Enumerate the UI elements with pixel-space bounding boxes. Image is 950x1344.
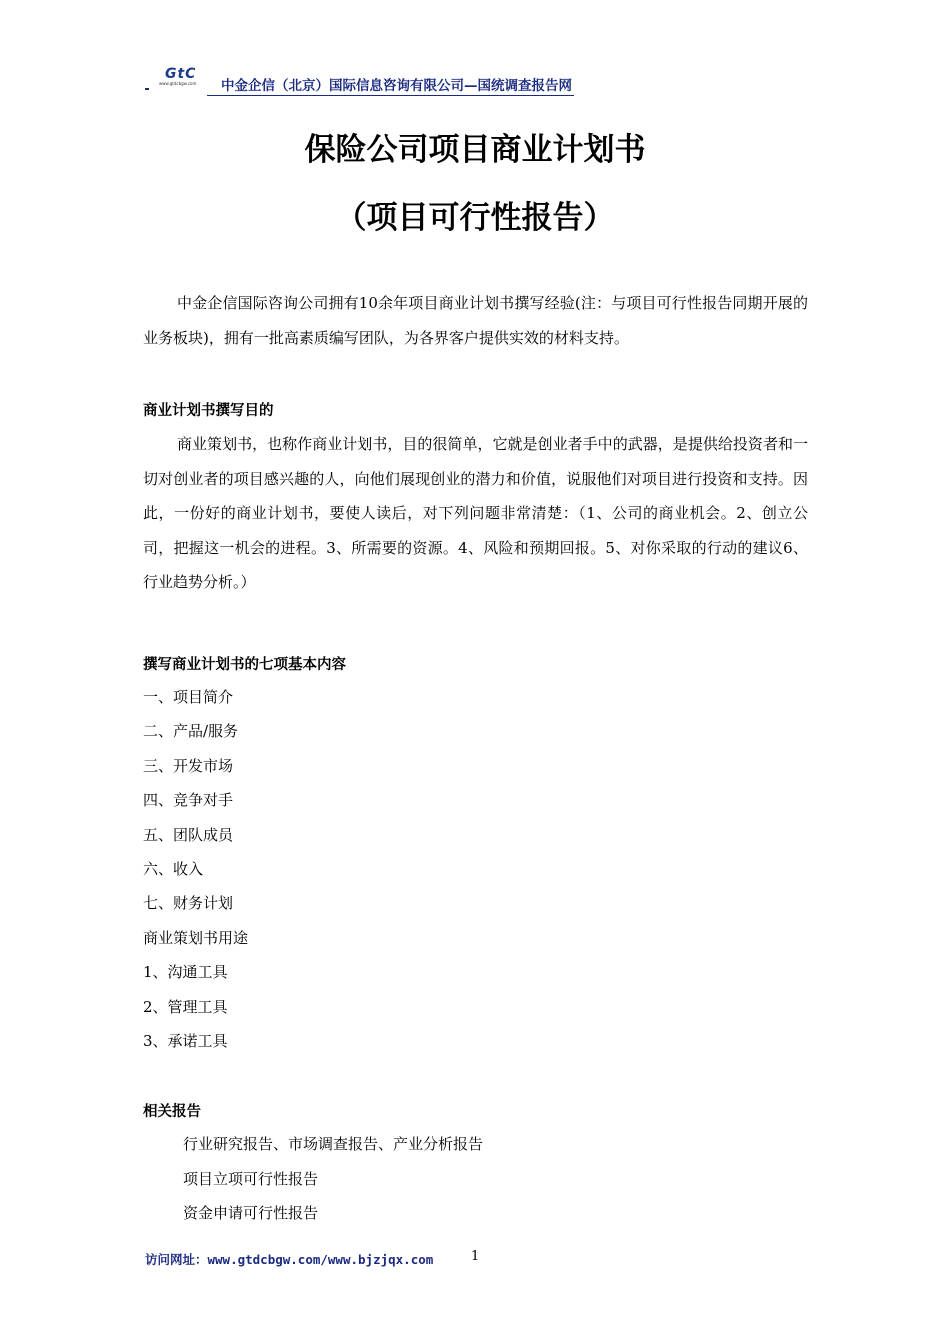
intro-paragraph: 中金企信国际咨询公司拥有10余年项目商业计划书撰写经验(注：与项目可行性报告同期开展的业务板块)，拥有一批高素质编写团队，为各界客户提供实效的材料支持。 [143, 294, 808, 347]
list-item: 3、承诺工具 [143, 1032, 228, 1050]
list-item: 2、管理工具 [143, 998, 228, 1016]
list-item: 六、收入 [143, 860, 204, 878]
footer-url[interactable]: 访问网址：www.gtdcbgw.com/www.bjzjqx.com [145, 1252, 434, 1267]
list-item: 七、财务计划 [143, 894, 234, 912]
section-heading-related: 相关报告 [143, 1104, 201, 1120]
related-report-link[interactable]: 项目立项可行性报告 [183, 1170, 319, 1188]
usage-title: 商业策划书用途 [143, 929, 249, 947]
related-report-link[interactable]: 资金申请可行性报告 [183, 1204, 319, 1222]
list-item: 一、项目简介 [143, 688, 234, 706]
page-header [145, 66, 665, 94]
header-title: 中金企信（北京）国际信息咨询有限公司—国统调查报告网 [207, 74, 574, 96]
section-heading-purpose: 商业计划书撰写目的 [143, 403, 274, 419]
list-item: 四、竞争对手 [143, 791, 234, 809]
section-heading-contents: 撰写商业计划书的七项基本内容 [143, 657, 346, 673]
logo-subtext: www.gtdcbgw.com [159, 81, 197, 86]
header-mark [145, 88, 149, 90]
list-item: 三、开发市场 [143, 757, 234, 775]
company-logo [159, 66, 209, 90]
related-report-link[interactable]: 行业研究报告、市场调查报告、产业分析报告 [183, 1135, 484, 1153]
list-item: 1、沟通工具 [143, 963, 228, 981]
purpose-paragraph: 商业策划书，也称作商业计划书，目的很简单，它就是创业者手中的武器，是提供给投资者和一切对创业者的项目感兴趣的人，向他们展现创业的潜力和价值，说服他们对项目进行投资和支持。因此，一份好的商业计划书，要使人读后，对下列问题非常清楚：（1、公司的商业机会。2、创立公司，把握这一机会的进程。3、所需要的资源。4、风险和预期回报。5、对你采取的行动的建议6、行业趋势分析。） [143, 435, 808, 591]
page-number: 1 [471, 1249, 480, 1264]
logo-mark: GtC [165, 66, 197, 82]
document-subtitle: （项目可行性报告） [335, 200, 615, 236]
document-title: 保险公司项目商业计划书 [304, 132, 646, 168]
list-item: 五、团队成员 [143, 826, 234, 844]
list-item: 二、产品/服务 [143, 722, 239, 740]
